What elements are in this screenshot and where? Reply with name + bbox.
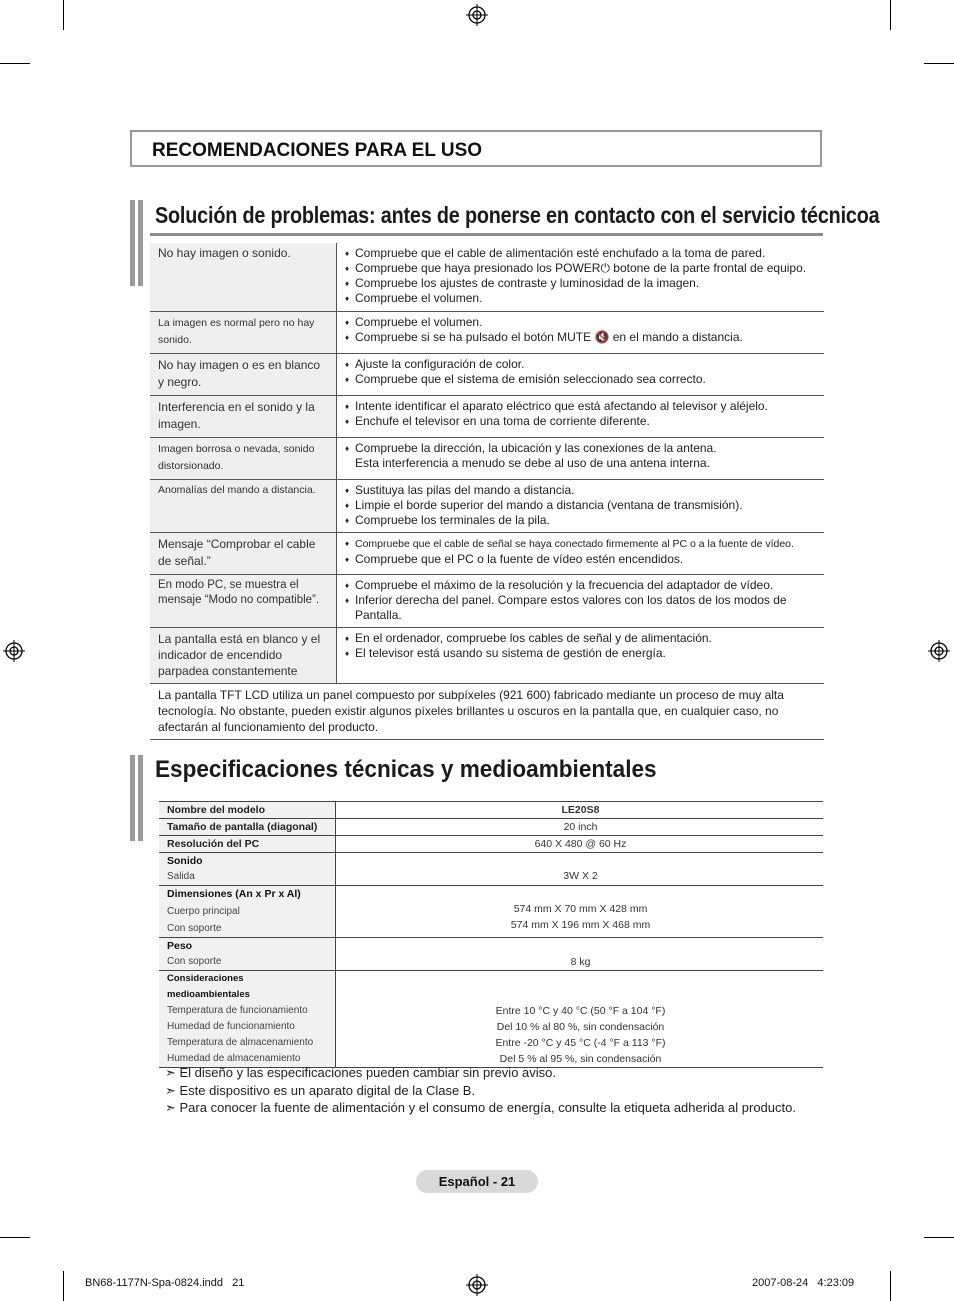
crop-mark [0,1237,30,1238]
table-row [150,353,824,395]
file-slug: BN68-1177N-Spa-0824.indd 21 [85,1277,245,1289]
spec-sublabel: Cuerpo principal [167,906,240,917]
solution-item: ♦ Compruebe los ajustes de contraste y luminosidad de la imagen. [345,276,817,291]
heading-bar [130,200,135,286]
solution-item: ♦ Intente identificar el aparato eléctrico que está afectando al televisor y aléjelo. [345,399,817,414]
symptom-cell: No hay imagen o sonido. [150,243,337,311]
spec-sublabel: Humedad de funcionamiento [167,1021,295,1032]
spec-label: Consideraciones medioambientales [167,973,250,1000]
notes-list [165,1064,796,1117]
spec-value: LE20S8 [336,802,824,819]
table-row [159,853,823,886]
table-row [150,437,824,479]
spec-label: Resolución del PC [159,836,336,853]
note-item: ➣ Para conocer la fuente de alimentación y el consumo de energía, consulte la etiqueta adherida al producto. [165,1099,796,1117]
crop-mark [0,63,30,64]
spec-value: 20 inch [336,819,824,836]
crop-mark [924,1237,954,1238]
symptom-cell: La imagen es normal pero no hay sonido. [150,311,337,353]
spec-value: 574 mm X 70 mm X 428 mm [513,903,648,915]
solution-item: ♦ Compruebe la dirección, la ubicación y las conexiones de la antena. [345,441,817,456]
table-row [159,819,823,836]
table-row [150,532,824,574]
spec-label: Peso [167,940,193,952]
symptom-cell: Interferencia en el sonido y la imagen. [150,395,337,437]
solution-item: ♦ Compruebe que el PC o la fuente de vídeo estén encendidos. [345,552,817,567]
solution-item: ♦ El televisor está usando su sistema de gestión de energía. [345,646,817,661]
solution-item: ♦ Limpie el borde superior del mando a distancia (ventana de transmisión). [345,498,817,513]
table-row [159,802,823,819]
spec-sublabel: Con soporte [167,956,222,967]
table-row [150,311,824,353]
solution-item: ♦ Enchufe el televisor en una toma de corriente diferente. [345,414,817,429]
registration-mark-icon [466,4,488,26]
spec-sublabel: Temperatura de almacenamiento [167,1037,314,1048]
table-row [150,683,824,739]
solution-cell [337,532,825,574]
solution-item: ♦ Compruebe que el sistema de emisión seleccionado sea correcto. [345,372,817,387]
troubleshooting-table [150,243,824,740]
table-row [150,627,824,683]
registration-mark-icon [3,640,25,662]
registration-mark-icon [466,1274,488,1296]
section-header-label: RECOMENDACIONES PARA EL USO [152,140,483,161]
crop-mark [924,63,954,64]
solution-cell [337,243,825,311]
lcd-note: La pantalla TFT LCD utiliza un panel compuesto por subpíxeles (921 600) fabricado mediante un proceso de muy alta tecnología. No obstante, pueden existir algunos píxeles brillantes u oscuros en la pantalla que, en cualquier caso, no afectarán al funcionamiento del producto. [150,683,824,739]
solution-item: ♦ Compruebe que el cable de señal se haya conectado firmemente al PC o a la fuente de vídeo. [345,536,817,552]
solution-item: ♦ Sustituya las pilas del mando a distancia. [345,483,817,498]
specs-title: Especificaciones técnicas y medioambientales [155,756,657,783]
spec-label-group [159,971,336,1068]
solution-item: ♦ Compruebe el volumen. [345,291,817,306]
troubleshooting-title: Solución de problemas: antes de ponerse en contacto con el servicio técnicoa [155,202,880,228]
spec-value: 8 kg [336,938,824,971]
symptom-cell: Anomalías del mando a distancia. [150,479,337,532]
spec-label-group [159,853,336,886]
crop-mark [890,0,891,30]
symptom-cell: Imagen borrosa o nevada, sonido distorsionado. [150,437,337,479]
spec-label: Tamaño de pantalla (diagonal) [159,819,336,836]
heading-bar [130,755,135,841]
spec-label: Sonido [167,855,203,867]
spec-label-group [159,938,336,971]
spec-value: 574 mm X 196 mm X 468 mm [510,919,651,931]
solution-item: ♦ Compruebe que haya presionado los POWER⏻ botone de la parte frontal de equipo. [345,261,817,276]
spec-value: Del 5 % al 95 %, sin condensación [499,1053,662,1065]
table-row [150,395,824,437]
crop-mark [890,1271,891,1301]
solution-cell [337,437,825,479]
spec-value: 640 X 480 @ 60 Hz [336,836,824,853]
table-row [150,243,824,311]
page-number-badge: Español - 21 [416,1170,538,1193]
crop-mark [63,1271,64,1301]
registration-mark-icon [928,640,950,662]
spec-value: 3W X 2 [336,853,824,886]
spec-value-group [336,971,824,1068]
solution-cell [337,395,825,437]
symptom-cell: La pantalla está en blanco y el indicador de encendido parpadea constantemente [150,627,337,683]
solution-cell [337,627,825,683]
spec-sublabel: Humedad de almacenamiento [167,1053,301,1064]
symptom-cell: No hay imagen o es en blanco y negro. [150,353,337,395]
note-item: ➣ El diseño y las especificaciones pueden cambiar sin previo aviso. [165,1064,796,1082]
symptom-cell: Mensaje “Comprobar el cable de señal.” [150,532,337,574]
spec-label: Nombre del modelo [159,802,336,819]
solution-item: ♦ Compruebe si se ha pulsado el botón MUTE 🔇 en el mando a distancia. [345,330,817,345]
date-slug: 2007-08-24 4:23:09 [752,1277,855,1289]
solution-item: ♦ Compruebe el volumen. [345,315,817,330]
spec-value-group [336,886,824,938]
spec-sublabel: Temperatura de funcionamiento [167,1005,308,1016]
table-row [150,479,824,532]
solution-item: Esta interferencia a menudo se debe al uso de una antena interna. [355,455,710,470]
heading-bar [138,755,143,841]
crop-mark [63,0,64,30]
solution-cell [337,479,825,532]
table-row [159,971,823,1068]
solution-item: ♦ Compruebe el máximo de la resolución y la frecuencia del adaptador de vídeo. [345,578,817,593]
solution-item: ♦ En el ordenador, compruebe los cables de señal y de alimentación. [345,631,817,646]
spec-sublabel: Con soporte [167,923,222,934]
solution-cell [337,574,825,627]
solution-cell [337,353,825,395]
solution-cell [337,311,825,353]
spec-sublabel: Salida [167,871,195,882]
specs-table [159,801,823,1068]
spec-value: Del 10 % al 80 %, sin condensación [496,1021,665,1033]
solution-item: ♦ Ajuste la configuración de color. [345,357,817,372]
table-row [159,938,823,971]
note-item: ➣ Este dispositivo es un aparato digital de la Clase B. [165,1082,796,1100]
spec-label-group [159,886,336,938]
solution-item: ♦ Compruebe que el cable de alimentación esté enchufado a la toma de pared. [345,246,817,261]
title-underline [150,233,823,236]
spec-value: Entre 10 °C y 40 °C (50 °F a 104 °F) [495,1005,666,1017]
spec-value: Entre -20 °C y 45 °C (-4 °F a 113 °F) [495,1037,666,1049]
symptom-cell: En modo PC, se muestra el mensaje “Modo no compatible”. [150,574,337,627]
section-header [130,130,822,167]
table-row [150,574,824,627]
table-row [159,886,823,938]
spec-label: Dimensiones (An x Pr x Al) [167,888,301,900]
solution-item: ♦ Compruebe los terminales de la pila. [345,513,817,528]
solution-item: ♦ Inferior derecha del panel. Compare estos valores con los datos de los modos de Pantalla. [345,593,817,623]
table-row [159,836,823,853]
heading-bar [138,200,143,286]
